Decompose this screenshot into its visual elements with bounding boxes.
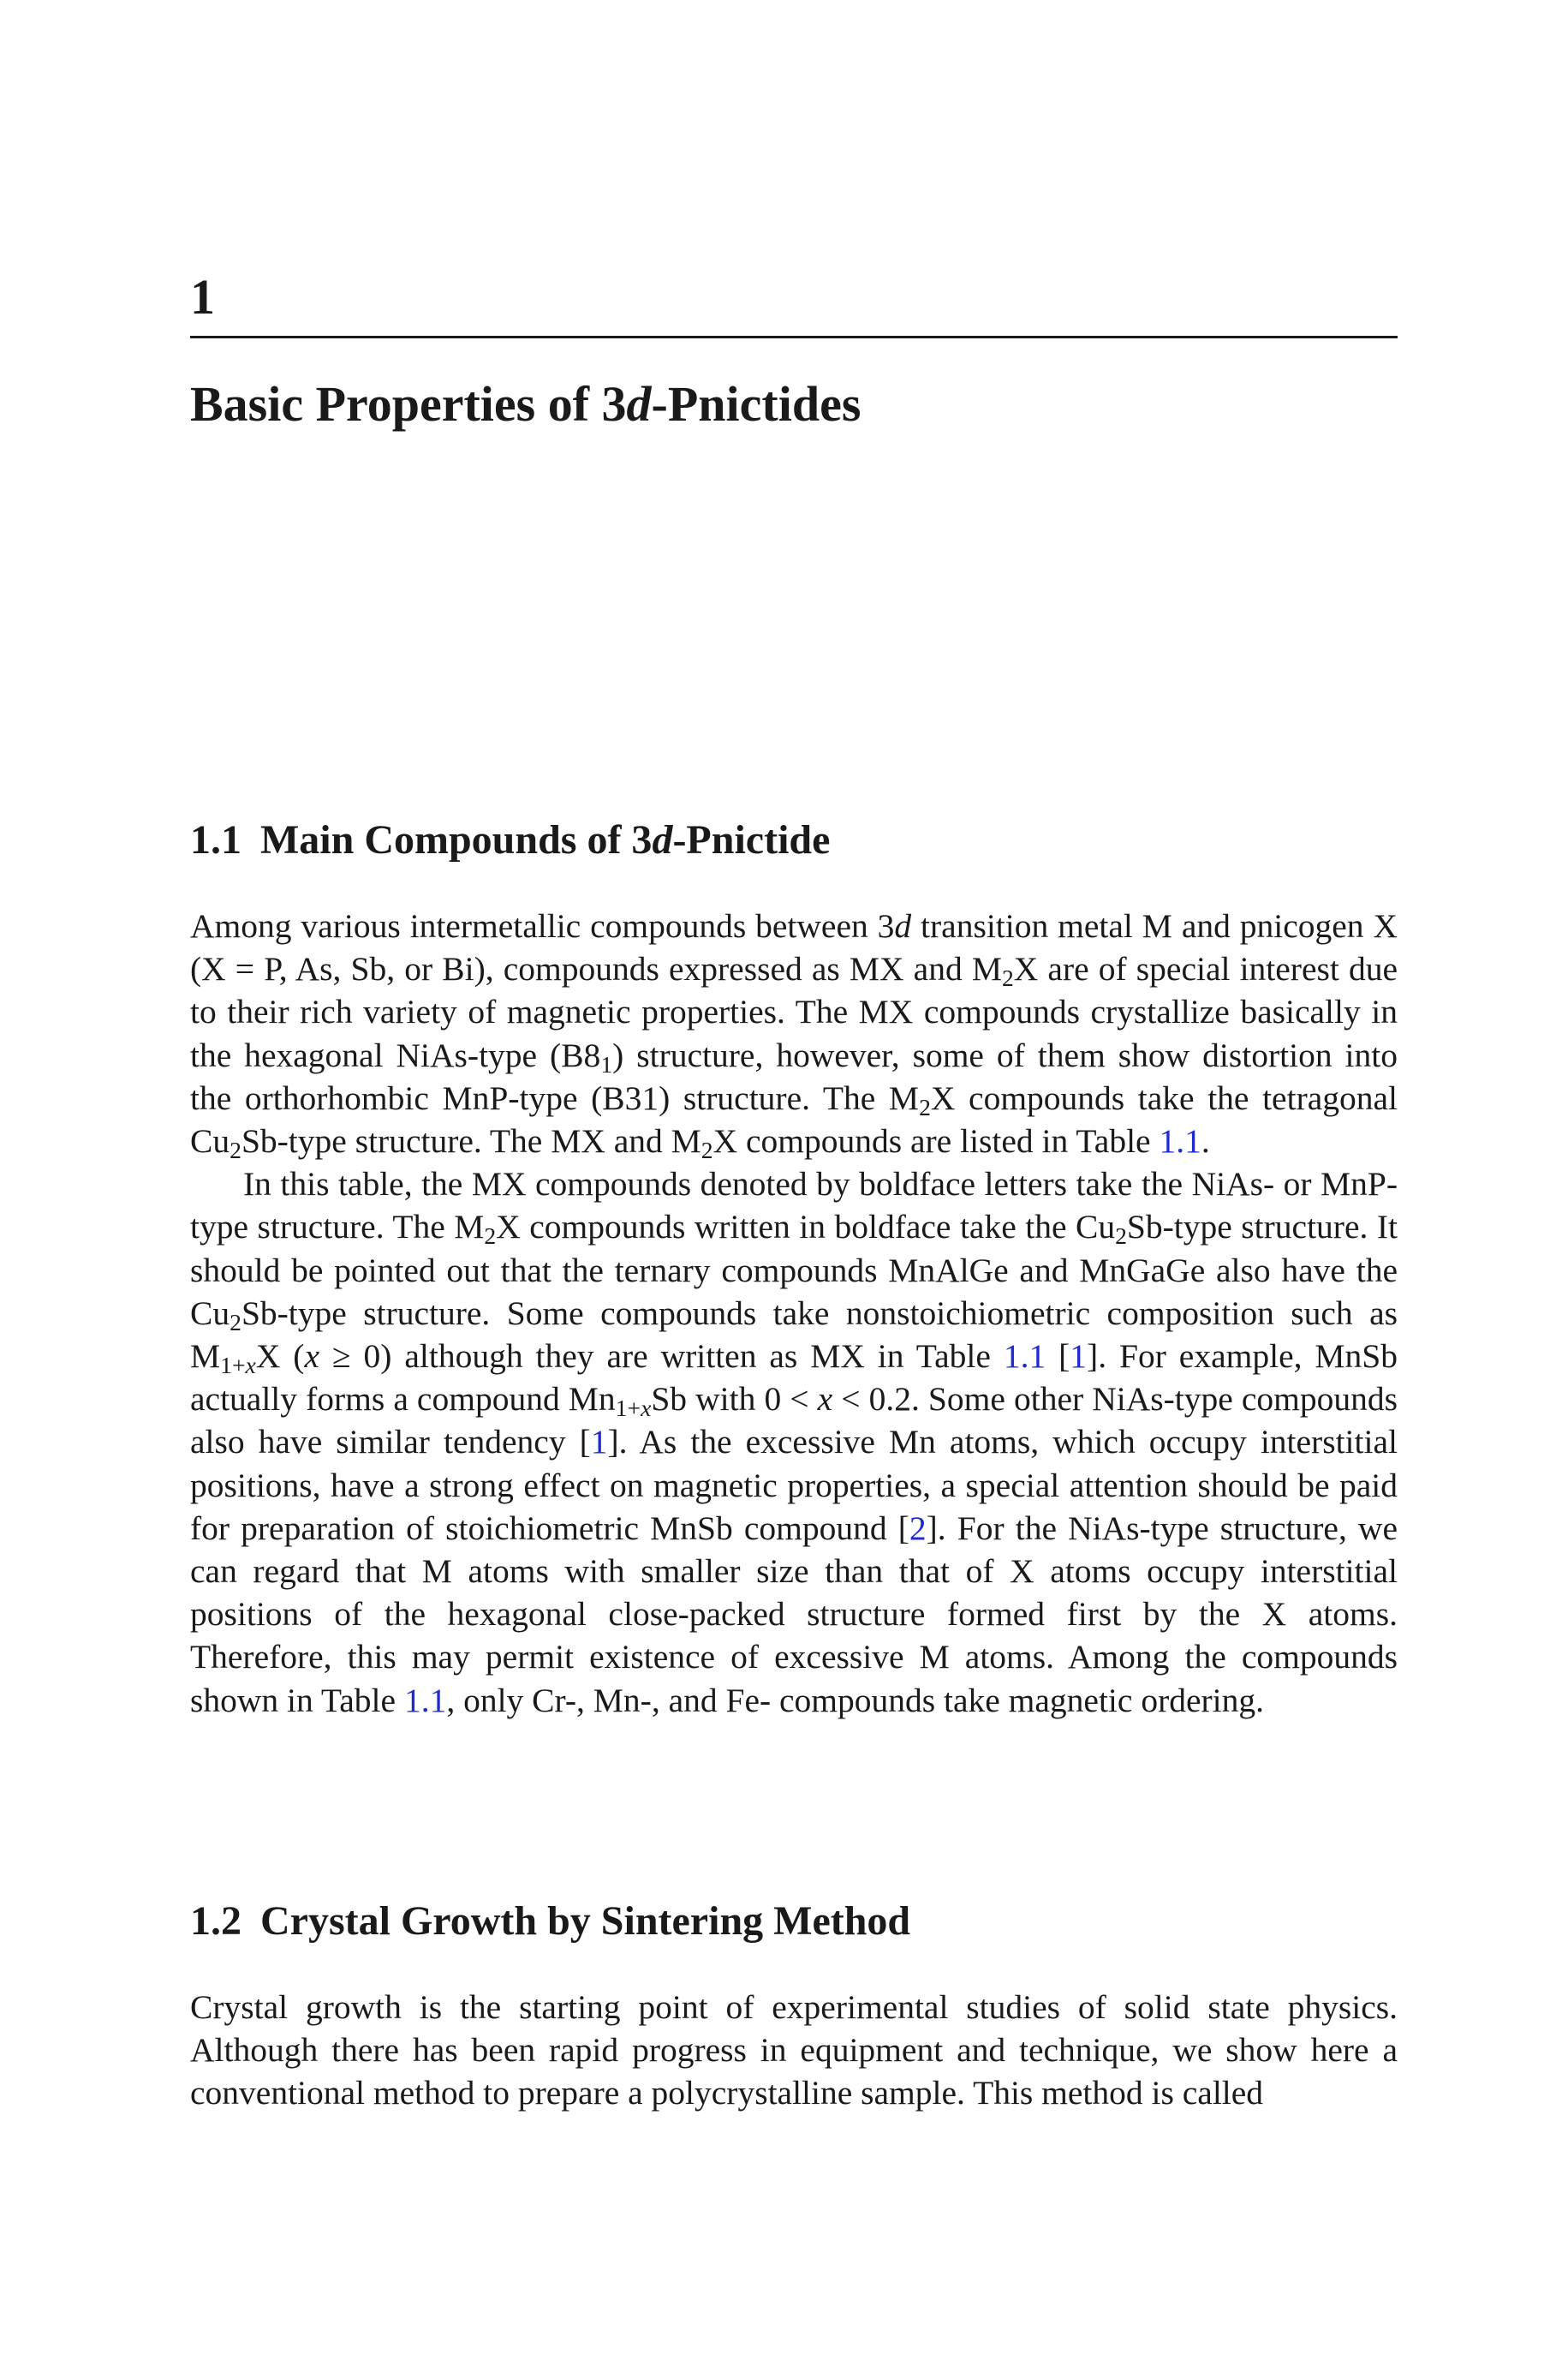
text-run: ]. As the excessive Mn atoms, which occupy interstitial positions, have a strong effect on magnetic properties, a special attention should be paid for preparation of stoichiometric MnSb compound [ — [190, 1423, 1398, 1547]
math-italic: x — [245, 1351, 256, 1378]
section-title-italic-d: d — [652, 817, 673, 863]
chapter-title — [190, 377, 861, 432]
section-title-suffix: -Pnictide — [672, 817, 831, 863]
text-run: X compounds are listed in Table — [712, 1122, 1160, 1161]
citation-link[interactable]: 1 — [590, 1423, 608, 1461]
subscript: 1 — [600, 1050, 613, 1078]
text-run: Sb-type structure. The MX and M — [241, 1122, 701, 1161]
subscript: 2 — [230, 1308, 241, 1335]
text-run: Sb-type structure. Some compounds take nonstoichiometric composition such as M — [190, 1294, 1398, 1376]
section-heading-1-1 — [190, 818, 830, 863]
text-run: transition metal M and pnicogen X (X = P, As, Sb, or Bi), compounds expressed as MX and M — [190, 907, 1398, 989]
subscript: 2 — [484, 1222, 497, 1250]
section-title-text: Crystal Growth by Sintering Method — [260, 1898, 911, 1944]
math-italic: x — [304, 1337, 319, 1376]
chapter-title-text: Basic Properties of 3 — [190, 376, 627, 432]
subscript-text: 1+ — [615, 1395, 641, 1422]
chapter-rule — [190, 336, 1398, 338]
math-italic: x — [641, 1395, 652, 1422]
math-italic: x — [817, 1380, 833, 1419]
text-run: In this table, the MX compounds denoted by boldface letters take the NiAs- or MnP-type structure. The M — [190, 1165, 1398, 1246]
text-run: X ( — [255, 1337, 305, 1376]
section-heading-1-2 — [190, 1899, 910, 1945]
citation-link[interactable]: 1 — [1070, 1337, 1088, 1376]
section-title-text: Main Compounds of 3 — [260, 817, 653, 863]
subscript: 2 — [701, 1136, 713, 1163]
chapter-title-italic-d: d — [626, 376, 652, 432]
text-run: X compounds written in boldface take the Cu — [496, 1208, 1116, 1246]
subscript — [220, 1352, 256, 1378]
text-run: ) structure, however, some of them show distortion into the orthorhombic MnP-type (B31) structure. The M — [190, 1036, 1398, 1117]
paragraph-3: Crystal growth is the starting point of experimental studies of solid state physics. Although there has been rapid progress in equipment and technique, we show here a conventional method to prepare a polycrystalline sample. This method is called — [190, 1988, 1398, 2112]
table-reference-link[interactable]: 1.1 — [403, 1681, 447, 1719]
section-number: 1.1 — [190, 817, 241, 863]
paragraph-2 — [190, 1162, 1398, 1722]
math-italic: d — [894, 907, 912, 945]
subscript-text: 1+ — [220, 1351, 246, 1378]
text-run: , only Cr-, Mn-, and Fe- compounds take magnetic ordering. — [446, 1681, 1265, 1719]
text-run: Among various intermetallic compounds between 3 — [190, 907, 895, 945]
subscript: 2 — [230, 1136, 241, 1163]
section-number: 1.2 — [190, 1898, 241, 1944]
subscript: 2 — [1115, 1222, 1127, 1250]
chapter-title-suffix: -Pnictides — [651, 376, 862, 432]
text-run: Sb with 0 < — [651, 1380, 818, 1419]
subscript: 2 — [919, 1093, 931, 1120]
chapter-number: 1 — [190, 269, 215, 325]
paragraph-1 — [190, 905, 1398, 1162]
section-1-1-body — [190, 905, 1398, 1722]
table-reference-link[interactable]: 1.1 — [1159, 1122, 1201, 1161]
text-run: ≥ 0) although they are written as MX in Table — [319, 1337, 1004, 1376]
subscript: 2 — [1001, 965, 1014, 992]
text-run: Sb-type structure. It should be pointed out that the ternary compounds MnAlGe and MnGaGe also have the Cu — [190, 1208, 1398, 1332]
text-run: . — [1201, 1122, 1210, 1161]
text-run: ]. For the NiAs-type structure, we can regard that M atoms with smaller size than that of X atoms occupy interstitial positions of the hexagonal close-packed structure formed first by the X atoms. Therefore, this may permit existence of excessive M atoms. Among the compounds shown in Table — [190, 1509, 1398, 1719]
table-reference-link[interactable]: 1.1 — [1003, 1337, 1046, 1376]
citation-link[interactable]: 2 — [909, 1509, 927, 1547]
text-run: X compounds take the tetragonal Cu — [190, 1078, 1398, 1161]
text-run: X are of special interest due to their rich variety of magnetic properties. The MX compounds crystallize basically in the hexagonal NiAs-type (B8 — [190, 950, 1398, 1074]
text-run: [ — [1046, 1337, 1070, 1376]
subscript — [616, 1395, 652, 1421]
section-1-2-body — [190, 1986, 1398, 2115]
text-run: < 0.2. Some other NiAs-type compounds also have similar tendency [ — [190, 1380, 1398, 1461]
text-run: ]. For example, MnSb actually forms a compound Mn — [190, 1337, 1398, 1419]
